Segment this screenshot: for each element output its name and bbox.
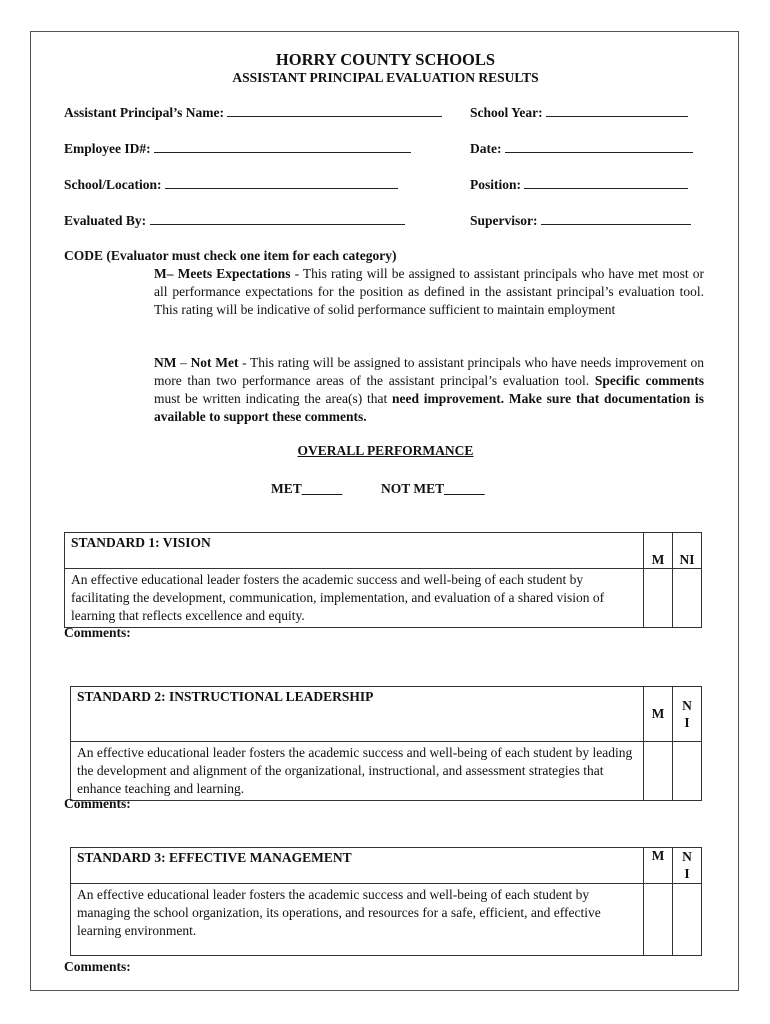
position-label: Position:	[470, 177, 522, 192]
standard-1-comments-label: Comments:	[64, 625, 131, 640]
employee-id-line[interactable]	[154, 141, 411, 153]
standard-1-m-header: M	[644, 533, 673, 569]
met-checkbox[interactable]: MET______	[271, 481, 343, 496]
standard-2-ni-header: N I	[673, 687, 702, 742]
form-subtitle: ASSISTANT PRINCIPAL EVALUATION RESULTS	[232, 70, 539, 85]
name-field[interactable]	[64, 105, 442, 121]
overall-performance-heading: OVERALL PERFORMANCE	[297, 443, 474, 458]
evaluated-by-label: Evaluated By:	[64, 213, 147, 228]
standard-3-title: STANDARD 3: EFFECTIVE MANAGEMENT	[71, 848, 644, 884]
standard-3-ni-header: N I	[673, 848, 702, 884]
employee-id-label: Employee ID#:	[64, 141, 151, 156]
specific-comments: Specific comments	[594, 373, 704, 388]
name-line[interactable]	[227, 105, 442, 117]
form-title: HORRY COUNTY SCHOOLS	[275, 50, 496, 69]
standard-1-ni-header: NI	[673, 533, 702, 569]
standard-2-description: An effective educational leader fosters the academic success and well-being of each student by leading the development and alignment of the organizational, instructional, and assessment strategies that enhance teaching and learning.	[71, 742, 644, 801]
code-heading: CODE (Evaluator must check one item for each category)	[64, 248, 397, 263]
date-field[interactable]	[470, 141, 693, 157]
not-met-code: NM	[154, 355, 177, 370]
position-field[interactable]	[470, 177, 688, 193]
standard-1-description: An effective educational leader fosters the academic success and well-being of each student by facilitating the development, communication, implementation, and evaluation of a shared vision of learning that reflects excellence and equity.	[65, 569, 644, 628]
not-met-text: - This rating will be assigned to assistant principals who have needs improvement on more than two performance areas of the assistant principal’s evaluation tool.	[154, 355, 705, 388]
not-met-checkbox[interactable]: NOT MET______	[381, 481, 485, 496]
standard-3-m-header: M	[644, 848, 673, 884]
evaluated-by-field[interactable]	[64, 213, 405, 229]
standard-3-ni-cell[interactable]	[673, 884, 702, 956]
standard-1-ni-cell[interactable]	[673, 569, 702, 628]
standard-3-description: An effective educational leader fosters the academic success and well-being of each student by managing the school organization, its operations, and resources for a safe, efficient, and effective learning environment.	[71, 884, 644, 956]
standard-1-table	[64, 532, 702, 628]
meets-expectations-definition	[154, 265, 704, 319]
supervisor-line[interactable]	[541, 213, 691, 225]
school-year-field[interactable]	[470, 105, 688, 121]
standard-1-title: STANDARD 1: VISION	[65, 533, 644, 569]
not-met-dash: –	[176, 355, 191, 370]
employee-id-field[interactable]	[64, 141, 411, 157]
meets-term: M– Meets Expectations	[154, 266, 291, 281]
standard-2-comments-label: Comments:	[64, 796, 131, 811]
not-met-term: Not Met	[190, 355, 239, 370]
school-location-label: School/Location:	[64, 177, 162, 192]
evaluation-form-page	[30, 31, 739, 991]
standard-2-table	[70, 686, 702, 801]
supervisor-field[interactable]	[470, 213, 691, 229]
standard-3-comments-label: Comments:	[64, 959, 131, 974]
name-label: Assistant Principal’s Name:	[64, 105, 224, 120]
supervisor-label: Supervisor:	[470, 213, 538, 228]
standard-3-table	[70, 847, 702, 956]
standard-1-m-cell[interactable]	[644, 569, 673, 628]
not-met-definition	[154, 354, 704, 426]
need-improvement: need improvement. Make sure that documentation is available to support these comments.	[154, 391, 704, 424]
meets-text: - This rating will be assigned to assistant principals who have met most or all performance expectations for the position as defined in the assistant principal’s evaluation tool. This rating will be indicative of solid performance sufficient to maintain employment	[154, 266, 705, 317]
standard-2-title: STANDARD 2: INSTRUCTIONAL LEADERSHIP	[71, 687, 644, 742]
school-location-line[interactable]	[165, 177, 398, 189]
position-line[interactable]	[524, 177, 688, 189]
date-label: Date:	[470, 141, 502, 156]
standard-2-m-header: M	[644, 687, 673, 742]
standard-2-m-cell[interactable]	[644, 742, 673, 801]
school-year-line[interactable]	[546, 105, 688, 117]
standard-2-ni-cell[interactable]	[673, 742, 702, 801]
date-line[interactable]	[505, 141, 693, 153]
school-year-label: School Year:	[470, 105, 543, 120]
not-met-text-2: must be written indicating the area(s) that	[154, 391, 393, 406]
school-location-field[interactable]	[64, 177, 398, 193]
standard-3-m-cell[interactable]	[644, 884, 673, 956]
evaluated-by-line[interactable]	[150, 213, 405, 225]
